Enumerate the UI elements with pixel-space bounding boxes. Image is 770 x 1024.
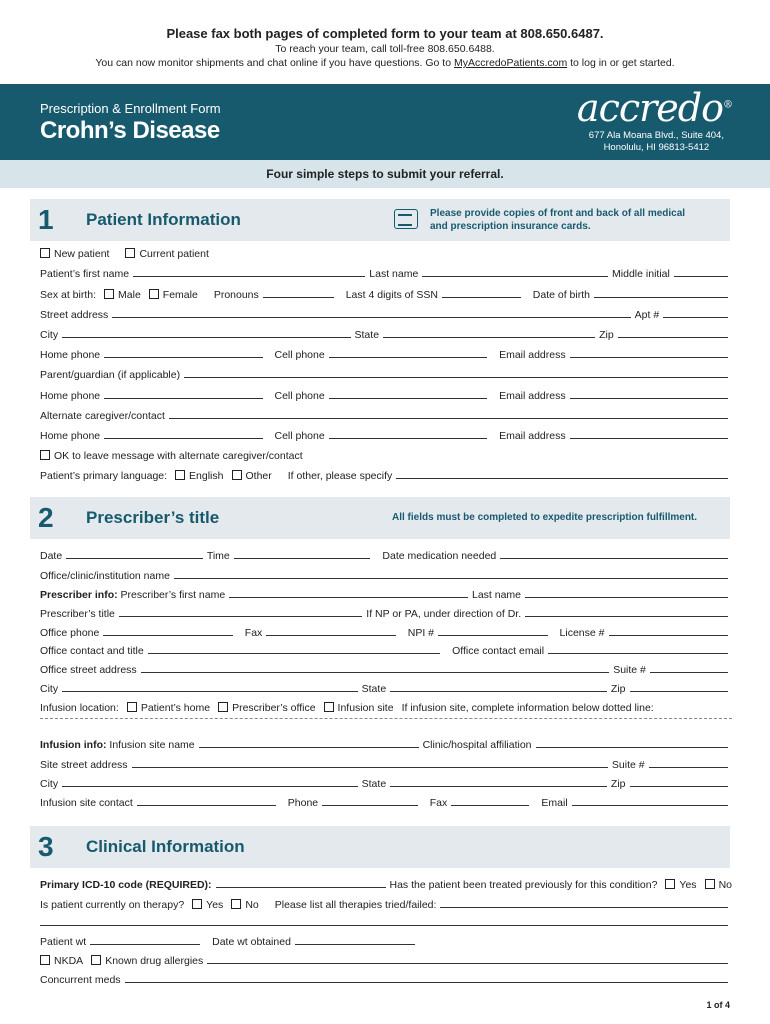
therapy-yes-checkbox[interactable]	[192, 899, 202, 909]
first-name-field[interactable]	[133, 275, 365, 277]
therapies-field-2[interactable]	[40, 924, 728, 926]
site-contact-row: Infusion site contact Phone Fax Email	[40, 793, 732, 809]
guardian-home-phone-field[interactable]	[104, 397, 262, 399]
site-city-field[interactable]	[62, 785, 358, 787]
prescriber-last-name-field[interactable]	[525, 596, 728, 598]
sex-row: Sex at birth: Male Female Pronouns Last 4 digits of SSN Date of birth	[40, 285, 732, 301]
id-card-icon	[394, 209, 418, 229]
site-street-field[interactable]	[132, 766, 608, 768]
office-contact-row: Office contact and title Office contact email	[40, 641, 732, 657]
nkda-checkbox[interactable]	[40, 955, 50, 965]
allergies-field[interactable]	[207, 962, 728, 964]
zip-field[interactable]	[618, 336, 728, 338]
other-language-checkbox[interactable]	[232, 470, 242, 480]
npi-field[interactable]	[438, 634, 548, 636]
office-phone-field[interactable]	[103, 634, 232, 636]
clinic-affiliation-field[interactable]	[536, 746, 728, 748]
call-instruction: To reach your team, call toll-free 808.650.6488.	[275, 43, 495, 55]
site-email-field[interactable]	[572, 804, 728, 806]
date-weight-field[interactable]	[295, 943, 415, 945]
monitor-instruction: You can now monitor shipments and chat online if you have questions. Go to MyAccredoPatients.com to log in or get started.	[95, 57, 675, 69]
prescriber-name-row: Prescriber info: Prescriber’s first name Last name	[40, 585, 732, 601]
guardian-cell-phone-field[interactable]	[329, 397, 487, 399]
patient-weight-field[interactable]	[90, 943, 200, 945]
office-phone-row: Office phone Fax NPI # License #	[40, 623, 732, 639]
fax-instruction: Please fax both pages of completed form to your team at 808.650.6487.	[166, 26, 604, 41]
male-checkbox[interactable]	[104, 289, 114, 299]
infusion-site-checkbox[interactable]	[324, 702, 334, 712]
guardian-row: Parent/guardian (if applicable)	[40, 365, 732, 381]
icd-row: Primary ICD-10 code (REQUIRED): Has the patient been treated previously for this condition? Yes No	[40, 879, 732, 891]
known-allergies-checkbox[interactable]	[91, 955, 101, 965]
np-pa-field[interactable]	[525, 615, 728, 617]
fields-required-note: All fields must be completed to expedite prescription fulfillment.	[392, 512, 698, 523]
section-title: Prescriber’s title	[86, 508, 220, 527]
ok-message-checkbox[interactable]	[40, 450, 50, 460]
dob-field[interactable]	[594, 296, 728, 298]
dotted-divider	[40, 718, 732, 719]
site-contact-field[interactable]	[137, 804, 276, 806]
office-name-row: Office/clinic/institution name	[40, 566, 732, 582]
office-city-row: City State Zip	[40, 679, 732, 695]
alt-email-field[interactable]	[570, 437, 728, 439]
steps-heading: Four simple steps to submit your referral.	[0, 160, 770, 188]
alt-cell-phone-field[interactable]	[329, 437, 487, 439]
therapy-no-checkbox[interactable]	[231, 899, 241, 909]
office-email-field[interactable]	[548, 652, 728, 654]
cell-phone-field[interactable]	[329, 356, 487, 358]
ok-message-row: OK to leave message with alternate caregiver/contact	[40, 446, 732, 462]
site-fax-field[interactable]	[451, 804, 529, 806]
insurance-note: Please provide copies of front and back of all medical and prescription insurance cards.	[430, 208, 686, 232]
name-row: Patient’s first name Last name Middle initial	[40, 264, 732, 280]
prescribers-office-checkbox[interactable]	[218, 702, 228, 712]
state-field[interactable]	[383, 336, 595, 338]
treated-yes-checkbox[interactable]	[665, 879, 675, 889]
icd-field[interactable]	[216, 886, 386, 888]
site-zip-field[interactable]	[630, 785, 729, 787]
myaccredo-link[interactable]: MyAccredoPatients.com	[453, 57, 568, 69]
form-subtitle: Prescription & Enrollment Form	[40, 101, 221, 116]
phone-row-1: Home phone Cell phone Email address	[40, 345, 732, 361]
office-zip-field[interactable]	[630, 690, 729, 692]
guardian-field[interactable]	[184, 376, 728, 378]
infusion-location-row: Infusion location: Patient’s home Prescriber’s office Infusion site If infusion site, complete information below dotted line:	[40, 702, 654, 714]
new-patient-checkbox[interactable]	[40, 248, 50, 258]
license-field[interactable]	[609, 634, 728, 636]
title-banner	[0, 84, 770, 160]
guardian-email-field[interactable]	[570, 397, 728, 399]
alt-home-phone-field[interactable]	[104, 437, 262, 439]
site-city-row: City State Zip	[40, 774, 732, 790]
address: 677 Ala Moana Blvd., Suite 404, Honolulu, HI 96813-5412	[588, 130, 724, 153]
date-needed-field[interactable]	[500, 557, 728, 559]
section-number: 2	[38, 502, 54, 533]
date-row: Date Time Date medication needed	[40, 546, 732, 562]
site-phone-field[interactable]	[322, 804, 418, 806]
phone-row-2: Home phone Cell phone Email address	[40, 386, 732, 402]
section-title: Patient Information	[86, 210, 241, 229]
therapies-field[interactable]	[440, 906, 728, 908]
current-patient-checkbox[interactable]	[125, 248, 135, 258]
form-title: Crohn’s Disease	[40, 117, 220, 144]
date-field[interactable]	[66, 557, 203, 559]
patients-home-checkbox[interactable]	[127, 702, 137, 712]
site-suite-field[interactable]	[649, 766, 728, 768]
office-name-field[interactable]	[174, 577, 728, 579]
therapies-line-2	[40, 913, 732, 929]
prescriber-title-row: Prescriber’s title If NP or PA, under direction of Dr.	[40, 604, 732, 620]
accredo-logo: accredo®	[576, 86, 732, 130]
prescriber-first-name-field[interactable]	[229, 596, 468, 598]
weight-row: Patient wt Date wt obtained	[40, 932, 732, 948]
ssn-field[interactable]	[442, 296, 521, 298]
office-street-row: Office street address Suite #	[40, 660, 732, 676]
site-street-row: Site street address Suite #	[40, 755, 732, 771]
middle-initial-field[interactable]	[674, 275, 728, 277]
office-contact-field[interactable]	[148, 652, 440, 654]
section-3-header	[30, 826, 730, 868]
female-checkbox[interactable]	[149, 289, 159, 299]
street-row: Street address Apt #	[40, 305, 732, 321]
phone-row-3: Home phone Cell phone Email address	[40, 426, 732, 442]
site-state-field[interactable]	[390, 785, 607, 787]
alt-caregiver-field[interactable]	[169, 417, 728, 419]
patient-type-row: New patient Current patient	[40, 244, 732, 260]
prescriber-title-field[interactable]	[119, 615, 362, 617]
english-checkbox[interactable]	[175, 470, 185, 480]
other-language-field[interactable]	[396, 477, 728, 479]
section-2-header	[30, 497, 730, 539]
therapy-row: Is patient currently on therapy? Yes No Please list all therapies tried/failed:	[40, 895, 732, 911]
concurrent-meds-field[interactable]	[125, 981, 728, 983]
home-phone-field[interactable]	[104, 356, 262, 358]
city-field[interactable]	[62, 336, 350, 338]
apt-field[interactable]	[663, 316, 728, 318]
infusion-site-row: Infusion info: Infusion site name Clinic/hospital affiliation	[40, 735, 732, 751]
section-number: 3	[38, 831, 54, 862]
site-name-field[interactable]	[199, 746, 419, 748]
email-field[interactable]	[570, 356, 728, 358]
office-state-field[interactable]	[390, 690, 607, 692]
page-number: 1 of 4	[706, 1000, 730, 1010]
suite-field[interactable]	[650, 671, 728, 673]
section-number: 1	[38, 204, 54, 235]
concurrent-meds-row: Concurrent meds	[40, 970, 732, 986]
allergies-row: NKDA Known drug allergies	[40, 951, 732, 967]
fax-field[interactable]	[266, 634, 395, 636]
section-1-header	[30, 199, 730, 241]
treated-no-checkbox[interactable]	[705, 879, 715, 889]
pronouns-field[interactable]	[263, 296, 334, 298]
time-field[interactable]	[234, 557, 371, 559]
office-city-field[interactable]	[62, 690, 358, 692]
street-field[interactable]	[112, 316, 630, 318]
city-row: City State Zip	[40, 325, 732, 341]
alt-caregiver-row: Alternate caregiver/contact	[40, 406, 732, 422]
last-name-field[interactable]	[422, 275, 608, 277]
office-street-field[interactable]	[141, 671, 610, 673]
language-row: Patient’s primary language: English Other If other, please specify	[40, 466, 732, 482]
section-title: Clinical Information	[86, 837, 245, 856]
